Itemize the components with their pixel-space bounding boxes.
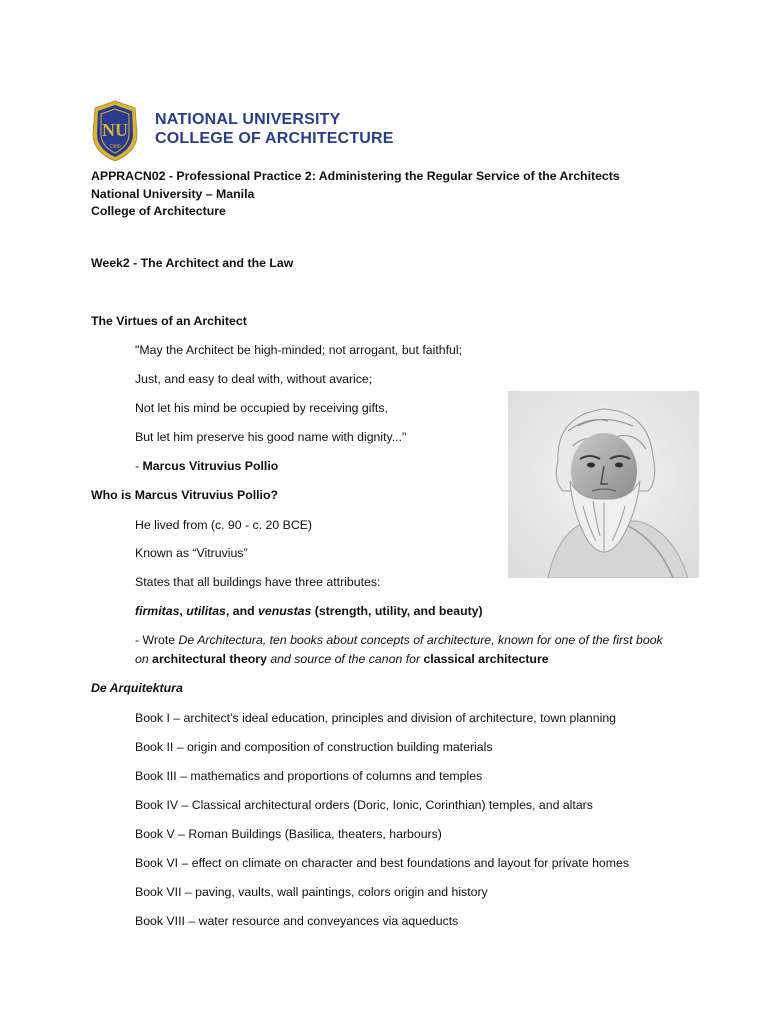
quote-line: "May the Architect be high-minded; not arrogant, but faithful; xyxy=(135,343,463,357)
course-title: APPRACN02 - Professional Practice 2: Administering the Regular Service of the Architects xyxy=(91,169,620,183)
book-item: Book VI – effect on climate on character and best foundations and layout for private homes xyxy=(135,856,629,870)
school-name: National University – Manila xyxy=(91,187,255,201)
quote-line: But let him preserve his good name with dignity..." xyxy=(135,430,407,444)
book-item: Book VIII – water resource and conveyances via aqueducts xyxy=(135,914,459,928)
college-name: College of Architecture xyxy=(91,204,226,218)
book-item: Book I – architect’s ideal education, principles and division of architecture, town planning xyxy=(135,711,617,725)
virtues-heading: The Virtues of an Architect xyxy=(91,314,247,328)
bio-line: States that all buildings have three attributes: xyxy=(135,575,381,589)
book-item: Book IV – Classical architectural orders (Doric, Ionic, Corinthian) temples, and altars xyxy=(135,798,593,812)
quote-line: Just, and easy to deal with, without avarice; xyxy=(135,372,373,386)
vitruvius-portrait-image xyxy=(508,391,699,578)
svg-text:1900: 1900 xyxy=(109,144,121,150)
wrote-line-1: - Wrote De Architectura, ten books about concepts of architecture, known for one of the first book xyxy=(135,633,663,647)
book-item: Book II – origin and composition of construction building materials xyxy=(135,740,493,754)
week-title: Week2 - The Architect and the Law xyxy=(91,256,294,270)
book-item: Book III – mathematics and proportions of columns and temples xyxy=(135,769,483,783)
books-heading: De Arquitektura xyxy=(91,681,183,695)
logo-college-name: COLLEGE OF ARCHITECTURE xyxy=(155,130,394,147)
university-seal-icon xyxy=(91,100,139,162)
bio-line: Known as “Vitruvius” xyxy=(135,546,248,560)
book-item: Book V – Roman Buildings (Basilica, theaters, harbours) xyxy=(135,827,442,841)
quote-attribution: - Marcus Vitruvius Pollio xyxy=(135,459,279,473)
bio-line: He lived from (c. 90 - c. 20 BCE) xyxy=(135,518,312,532)
wrote-line-2: on architectural theory and source of the canon for classical architecture xyxy=(135,652,549,666)
svg-text:NU: NU xyxy=(102,120,128,140)
three-attributes: firmitas, utilitas, and venustas (strength, utility, and beauty) xyxy=(135,604,483,618)
quote-line: Not let his mind be occupied by receiving gifts, xyxy=(135,401,388,415)
book-item: Book VII – paving, vaults, wall paintings, colors origin and history xyxy=(135,885,488,899)
who-heading: Who is Marcus Vitruvius Pollio? xyxy=(91,488,278,502)
logo-university-name: NATIONAL UNIVERSITY xyxy=(155,111,341,128)
